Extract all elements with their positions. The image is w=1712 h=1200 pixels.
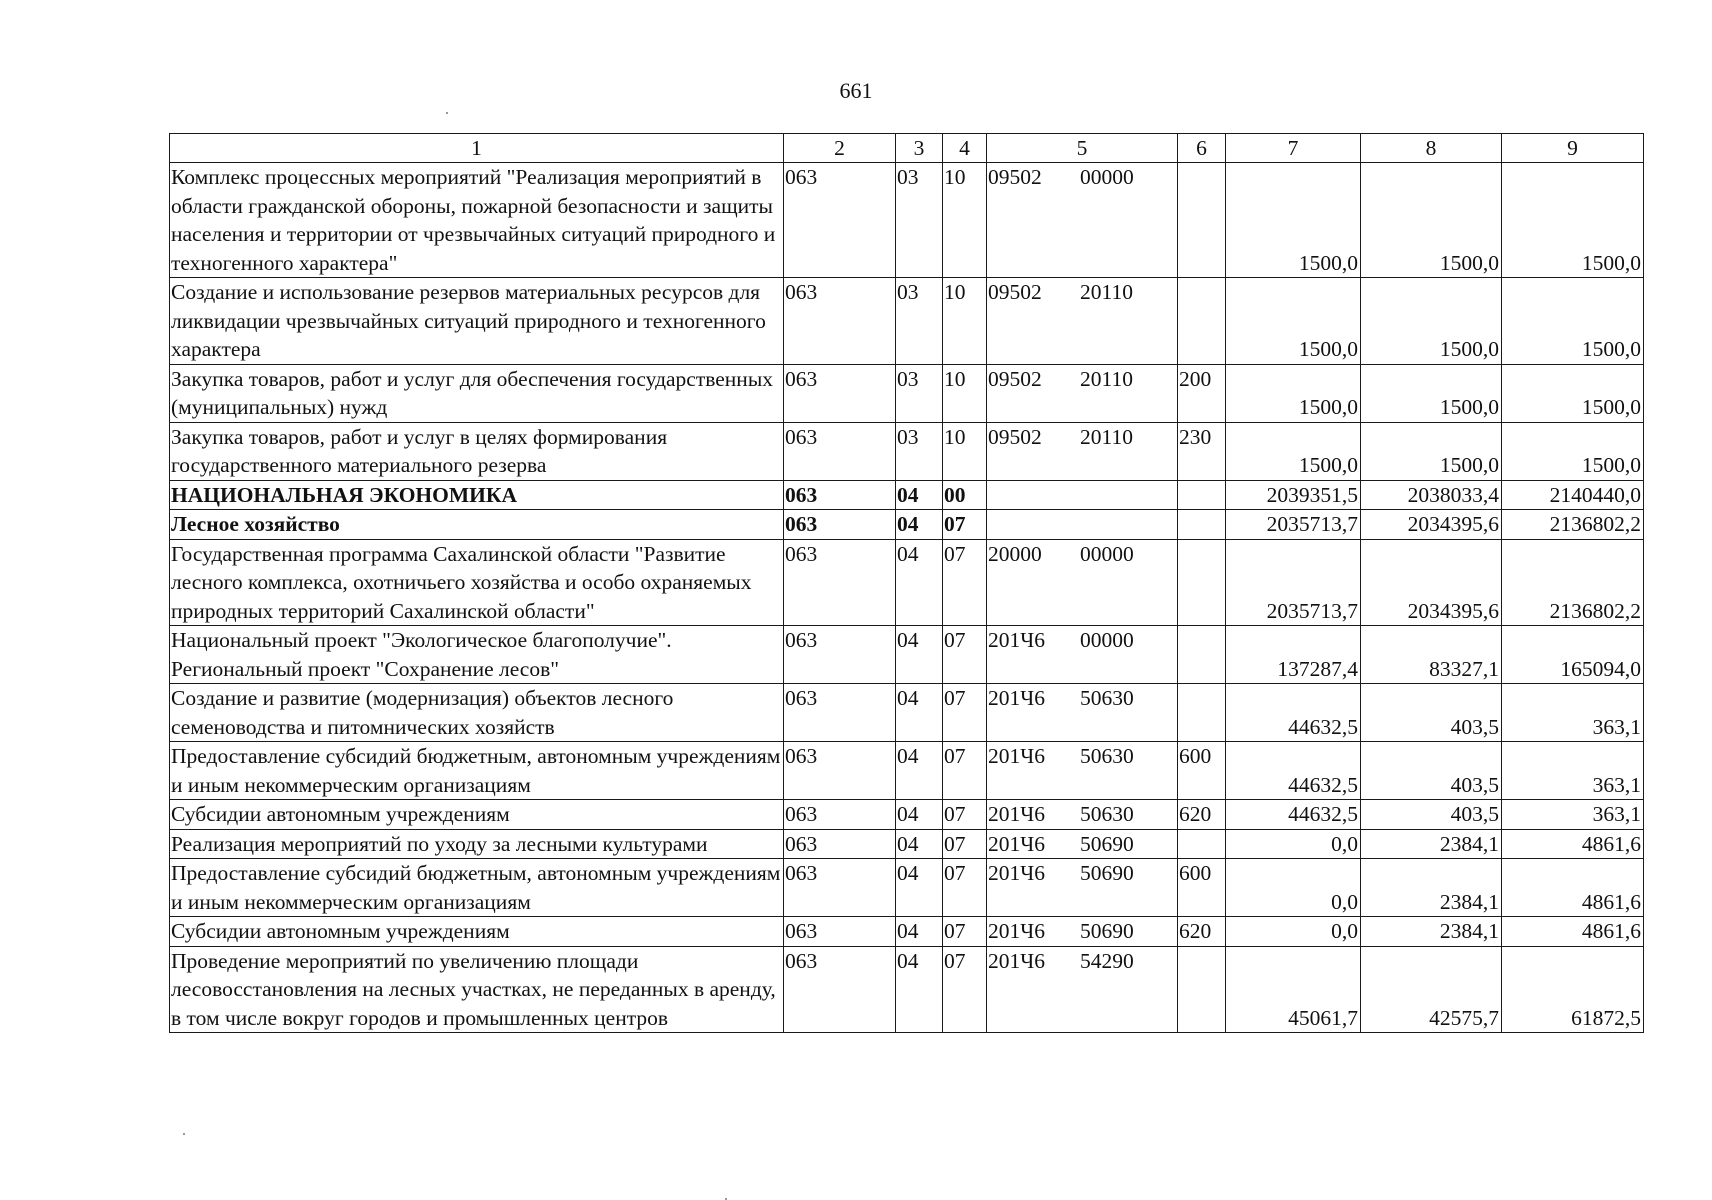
cell-target-article-program: 201Ч6 [988,948,1045,973]
cell-target-article-program: 201Ч6 [988,802,1045,826]
cell-amount-col8: 42575,7 [1361,946,1502,1033]
cell-subsection: 07 [943,829,987,859]
row-name: Создание и развитие (модернизация) объектов лесного семеноводства и питомнических хозяйств [170,684,784,742]
cell-amount-col9: 1500,0 [1502,422,1644,480]
cell-target-article [987,917,1178,947]
cell-amount-col7: 44632,5 [1226,742,1361,800]
cell-expense-type [1178,626,1226,684]
header-row [170,134,1644,163]
cell-admin-code: 063 [784,859,896,917]
cell-amount-col8: 1500,0 [1361,278,1502,365]
row-name: Закупка товаров, работ и услуг в целях формирования государственного материального резерва [170,422,784,480]
cell-admin-code: 063 [784,626,896,684]
column-header: 3 [896,134,943,163]
cell-subsection: 07 [943,946,987,1033]
cell-amount-col7: 45061,7 [1226,946,1361,1033]
cell-amount-col8: 403,5 [1361,800,1502,830]
row-name: Создание и использование резервов материальных ресурсов для ликвидации чрезвычайных ситуаций природного и техногенного характера [170,278,784,365]
cell-target-article-direction: 20110 [1080,280,1133,304]
cell-subsection: 10 [943,422,987,480]
cell-amount-col7: 44632,5 [1226,800,1361,830]
cell-section: 04 [896,626,943,684]
cell-target-article-direction: 50630 [1080,686,1134,710]
cell-target-article-program: 09502 [988,280,1042,304]
table-row [170,480,1644,510]
cell-target-article-direction: 50630 [1080,802,1134,826]
row-name: НАЦИОНАЛЬНАЯ ЭКОНОМИКА [170,480,784,510]
cell-target-article [987,742,1178,800]
cell-subsection: 07 [943,510,987,540]
table-row [170,510,1644,540]
cell-expense-type [1178,163,1226,278]
cell-target-article-direction: 20110 [1080,424,1133,449]
cell-target-article [987,278,1178,365]
cell-amount-col7: 1500,0 [1226,163,1361,278]
cell-admin-code: 063 [784,917,896,947]
column-header: 9 [1502,134,1644,163]
table-row [170,626,1644,684]
cell-target-article-program: 09502 [988,165,1042,189]
cell-amount-col9: 1500,0 [1502,163,1644,278]
table-row [170,829,1644,859]
cell-amount-col9: 1500,0 [1502,364,1644,422]
cell-amount-col8: 1500,0 [1361,422,1502,480]
table-row [170,800,1644,830]
cell-amount-col8: 1500,0 [1361,364,1502,422]
cell-amount-col9: 165094,0 [1502,626,1644,684]
cell-amount-col8: 403,5 [1361,684,1502,742]
cell-amount-col9: 2140440,0 [1502,480,1644,510]
column-header: 6 [1178,134,1226,163]
cell-expense-type: 600 [1178,742,1226,800]
row-name: Лесное хозяйство [170,510,784,540]
cell-admin-code: 063 [784,510,896,540]
cell-amount-col7: 2035713,7 [1226,510,1361,540]
cell-expense-type [1178,946,1226,1033]
column-header: 8 [1361,134,1502,163]
cell-admin-code: 063 [784,480,896,510]
table-row [170,684,1644,742]
cell-amount-col8: 2034395,6 [1361,539,1502,626]
cell-target-article-program: 201Ч6 [988,686,1045,710]
cell-admin-code: 063 [784,539,896,626]
cell-expense-type: 620 [1178,917,1226,947]
table-row [170,539,1644,626]
cell-section: 03 [896,364,943,422]
table-row [170,364,1644,422]
cell-target-article [987,946,1178,1033]
cell-amount-col9: 4861,6 [1502,917,1644,947]
column-header: 5 [987,134,1178,163]
row-name: Субсидии автономным учреждениям [170,917,784,947]
cell-amount-col9: 4861,6 [1502,829,1644,859]
cell-amount-col9: 363,1 [1502,684,1644,742]
cell-expense-type [1178,684,1226,742]
row-name: Комплекс процессных мероприятий "Реализация мероприятий в области гражданской обороны, пожарной безопасности и защиты населения и территории от чрезвычайных ситуаций природного и техногенного характера" [170,163,784,278]
cell-subsection: 07 [943,742,987,800]
cell-target-article [987,480,1178,510]
table-row [170,917,1644,947]
table-row [170,859,1644,917]
cell-target-article-direction: 54290 [1080,948,1134,973]
cell-section: 04 [896,742,943,800]
cell-target-article [987,539,1178,626]
cell-subsection: 00 [943,480,987,510]
cell-target-article [987,829,1178,859]
cell-amount-col9: 363,1 [1502,800,1644,830]
cell-amount-col7: 2039351,5 [1226,480,1361,510]
cell-amount-col9: 2136802,2 [1502,510,1644,540]
cell-target-article [987,800,1178,830]
table-row [170,278,1644,365]
cell-target-article-direction: 50690 [1080,919,1134,943]
cell-subsection: 10 [943,278,987,365]
cell-admin-code: 063 [784,422,896,480]
cell-section: 03 [896,422,943,480]
cell-admin-code: 063 [784,800,896,830]
cell-amount-col7: 44632,5 [1226,684,1361,742]
cell-amount-col8: 83327,1 [1361,626,1502,684]
cell-admin-code: 063 [784,946,896,1033]
table-row [170,163,1644,278]
cell-amount-col9: 61872,5 [1502,946,1644,1033]
cell-amount-col9: 1500,0 [1502,278,1644,365]
cell-expense-type: 600 [1178,859,1226,917]
cell-subsection: 07 [943,626,987,684]
row-name: Субсидии автономным учреждениям [170,800,784,830]
cell-amount-col7: 2035713,7 [1226,539,1361,626]
row-name: Предоставление субсидий бюджетным, автономным учреждениям и иным некоммерческим организациям [170,742,784,800]
cell-expense-type [1178,480,1226,510]
cell-target-article-direction: 50690 [1080,831,1134,856]
cell-amount-col8: 2038033,4 [1361,480,1502,510]
cell-target-article-program: 201Ч6 [988,919,1045,943]
cell-expense-type [1178,278,1226,365]
cell-subsection: 07 [943,800,987,830]
cell-section: 04 [896,946,943,1033]
cell-admin-code: 063 [784,742,896,800]
column-header: 4 [943,134,987,163]
cell-subsection: 07 [943,917,987,947]
cell-amount-col7: 1500,0 [1226,278,1361,365]
cell-admin-code: 063 [784,278,896,365]
cell-amount-col9: 2136802,2 [1502,539,1644,626]
column-header: 7 [1226,134,1361,163]
table-row [170,742,1644,800]
cell-target-article [987,510,1178,540]
row-name: Закупка товаров, работ и услуг для обеспечения государственных (муниципальных) нужд [170,364,784,422]
cell-section: 04 [896,539,943,626]
cell-section: 04 [896,510,943,540]
cell-amount-col8: 403,5 [1361,742,1502,800]
cell-target-article [987,626,1178,684]
row-name: Государственная программа Сахалинской области "Развитие лесного комплекса, охотничьего хозяйства и особо охраняемых природных территорий Сахалинской области" [170,539,784,626]
cell-target-article-program: 201Ч6 [988,861,1045,885]
budget-table [169,133,1644,1033]
cell-subsection: 07 [943,684,987,742]
row-name: Реализация мероприятий по уходу за лесными культурами [170,829,784,859]
cell-amount-col8: 2384,1 [1361,859,1502,917]
cell-target-article-direction: 00000 [1080,628,1134,652]
cell-target-article-direction: 50630 [1080,744,1134,768]
cell-expense-type: 200 [1178,364,1226,422]
column-header: 2 [784,134,896,163]
table-row [170,946,1644,1033]
cell-amount-col9: 363,1 [1502,742,1644,800]
cell-amount-col7: 0,0 [1226,859,1361,917]
cell-expense-type: 230 [1178,422,1226,480]
cell-amount-col7: 1500,0 [1226,422,1361,480]
cell-target-article [987,684,1178,742]
cell-target-article [987,163,1178,278]
cell-target-article [987,422,1178,480]
row-name: Проведение мероприятий по увеличению площади лесовосстановления на лесных участках, не переданных в аренду, в том числе вокруг городов и промышленных центров [170,946,784,1033]
cell-amount-col7: 1500,0 [1226,364,1361,422]
cell-target-article-program: 201Ч6 [988,831,1045,856]
cell-subsection: 10 [943,364,987,422]
cell-target-article-program: 09502 [988,366,1042,391]
scan-speck [183,1133,185,1135]
cell-subsection: 07 [943,539,987,626]
cell-expense-type [1178,829,1226,859]
cell-amount-col7: 0,0 [1226,917,1361,947]
cell-target-article-direction: 50690 [1080,861,1134,885]
cell-amount-col8: 1500,0 [1361,163,1502,278]
cell-amount-col9: 4861,6 [1502,859,1644,917]
cell-section: 04 [896,829,943,859]
cell-section: 04 [896,480,943,510]
cell-expense-type [1178,539,1226,626]
cell-target-article-direction: 20110 [1080,366,1133,391]
cell-expense-type [1178,510,1226,540]
cell-target-article-direction: 00000 [1080,541,1134,566]
cell-section: 04 [896,684,943,742]
cell-section: 03 [896,163,943,278]
cell-admin-code: 063 [784,163,896,278]
cell-amount-col7: 0,0 [1226,829,1361,859]
cell-admin-code: 063 [784,364,896,422]
cell-amount-col8: 2384,1 [1361,829,1502,859]
cell-subsection: 07 [943,859,987,917]
cell-target-article [987,364,1178,422]
cell-target-article [987,859,1178,917]
row-name: Национальный проект "Экологическое благополучие". Региональный проект "Сохранение лесов" [170,626,784,684]
cell-section: 04 [896,859,943,917]
cell-admin-code: 063 [784,684,896,742]
scan-speck [446,112,448,114]
cell-admin-code: 063 [784,829,896,859]
cell-expense-type: 620 [1178,800,1226,830]
cell-target-article-program: 09502 [988,424,1042,449]
cell-amount-col7: 137287,4 [1226,626,1361,684]
cell-subsection: 10 [943,163,987,278]
table-row [170,422,1644,480]
cell-target-article-program: 20000 [988,541,1042,566]
row-name: Предоставление субсидий бюджетным, автономным учреждениям и иным некоммерческим организациям [170,859,784,917]
page-number: 661 [839,78,873,103]
cell-amount-col8: 2384,1 [1361,917,1502,947]
cell-amount-col8: 2034395,6 [1361,510,1502,540]
cell-section: 04 [896,917,943,947]
cell-target-article-direction: 00000 [1080,165,1134,189]
column-header: 1 [170,134,784,163]
cell-target-article-program: 201Ч6 [988,628,1045,652]
cell-target-article-program: 201Ч6 [988,744,1045,768]
cell-section: 04 [896,800,943,830]
cell-section: 03 [896,278,943,365]
